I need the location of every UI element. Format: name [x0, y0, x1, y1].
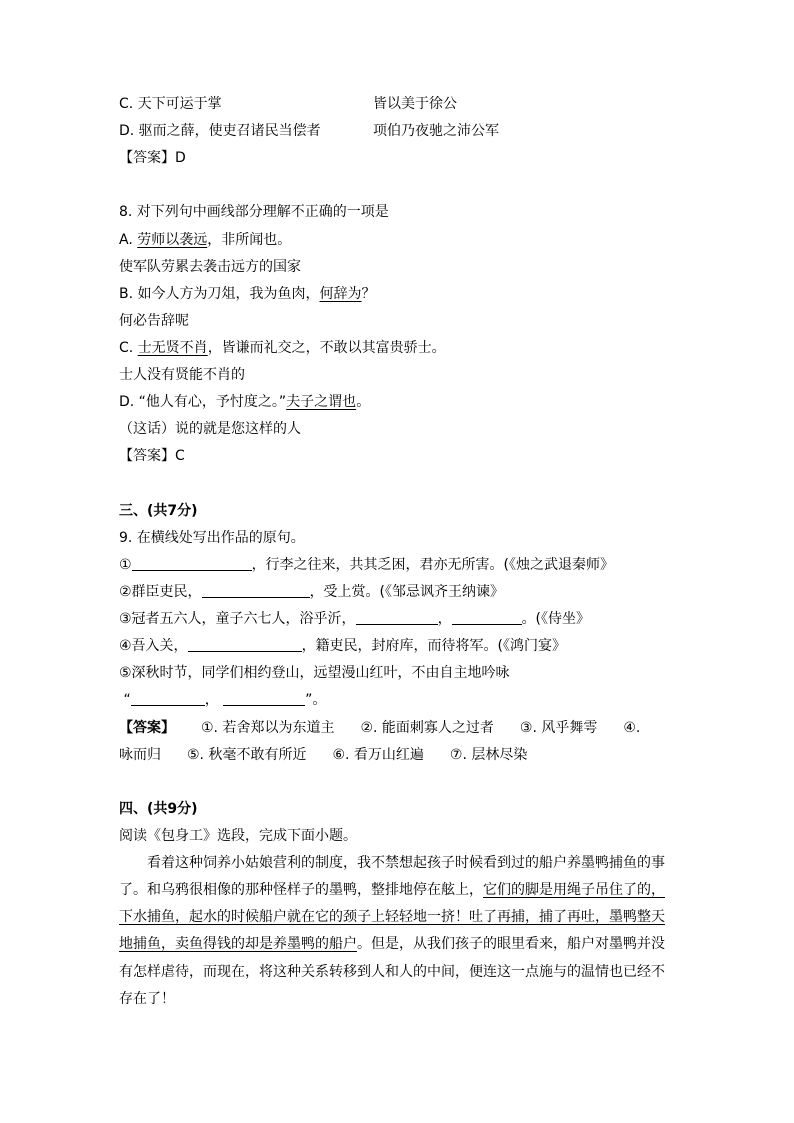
- fill-blank[interactable]: [132, 554, 252, 571]
- q8-option-a: A. 劳师以袭远，非所闻也。: [119, 231, 292, 248]
- fill-item-5-quote: “ ， ”。: [119, 687, 679, 714]
- underlined-phrase: 士无贤不肖: [137, 339, 208, 356]
- passage-line: 了。和乌鸦很相像的那种怪样子的墨鸭，整排地停在舷上，它们的脚是用绳子吊住了的，: [119, 882, 665, 899]
- fill-blank[interactable]: [131, 689, 205, 706]
- fill-blank[interactable]: [202, 581, 310, 598]
- fill-blank[interactable]: [452, 608, 522, 625]
- option-c-right: 皆以美于徐公: [373, 96, 457, 112]
- fill-blank[interactable]: [188, 635, 302, 652]
- answer-9-line-2: 咏而归 ⑤. 秋毫不敢有所近 ⑥. 看万山红遍 ⑦. 层林尽染: [119, 746, 528, 763]
- q8-explanation-b: 何必告辞呢: [119, 312, 189, 329]
- underlined-phrase: 夫子之谓也: [286, 394, 357, 411]
- fill-item-5: ⑤深秋时节，同学们相约登山，远望漫山红叶，不由自主地吟咏: [119, 665, 510, 682]
- section-3-title: 三、(共7分): [119, 502, 198, 519]
- question-8-stem: 8. 对下列句中画线部分理解不正确的一项是: [119, 204, 389, 221]
- question-9-stem: 9. 在横线处写出作品的原句。: [119, 529, 305, 546]
- document-page: [119, 91, 679, 1013]
- passage-line: 下水捕鱼，起水的时候船户就在它的颈子上轻轻地一挤！吐了再捕，捕了再吐，墨鸭整天: [119, 909, 665, 926]
- passage-line: 看着这种饲养小姑娘营利的制度，我不禁想起孩子时候看到过的船户养墨鸭捕鱼的事: [147, 855, 665, 872]
- q8-option-b: B. 如今人方为刀俎，我为鱼肉，何辞为？: [119, 285, 376, 302]
- passage-line: 有怎样虐待，而现在，将这种关系转移到人和人的中间，便连这一点施与的温情也已经不: [119, 963, 665, 980]
- option-c-left: C. 天下可运于掌: [119, 96, 222, 112]
- reading-passage: [119, 850, 679, 1013]
- fill-item-2: ②群臣吏民， ，受上赏。(《邹忌讽齐王纳谏》: [119, 579, 679, 606]
- q8-explanation-d: （这话）说的就是您这样的人: [119, 421, 301, 438]
- underlined-phrase: 何辞为: [319, 285, 362, 302]
- option-d-right: 项伯乃夜驰之沛公军: [373, 123, 499, 140]
- fill-blank[interactable]: [223, 689, 305, 706]
- q8-option-c: C. 士无贤不肖，皆谦而礼交之，不敢以其富贵骄士。: [119, 339, 446, 356]
- fill-blank[interactable]: [356, 608, 438, 625]
- answer-8: 【答案】C: [119, 448, 185, 465]
- passage-line: 存在了！: [119, 990, 175, 1007]
- section-4-title: 四、(共9分): [119, 800, 198, 817]
- underlined-phrase: 劳师以袭远: [137, 231, 208, 248]
- reading-intro: 阅读《包身工》选段，完成下面小题。: [119, 827, 357, 844]
- q8-option-d: D. “他人有心，予忖度之。”夫子之谓也。: [119, 394, 371, 411]
- option-d: [119, 118, 679, 145]
- fill-item-4: ④吾入关， ，籍吏民，封府库，而待将军。(《鸿门宴》: [119, 633, 679, 660]
- answer-9-line-1: 【答案】 ①. 若舍郑以为东道主 ②. 能面刺寡人之过者 ③. 风乎舞雩 ④.: [119, 719, 641, 736]
- option-c: [119, 91, 679, 118]
- fill-item-3: ③冠者五六人，童子六七人，浴乎沂， ， 。(《侍坐》: [119, 606, 679, 633]
- q8-explanation-c: 士人没有贤能不肖的: [119, 367, 245, 384]
- fill-item-1: ① ，行李之往来，共其乏困，君亦无所害。(《烛之武退秦师》: [119, 552, 679, 579]
- q8-explanation-a: 使军队劳累去袭击远方的国家: [119, 258, 301, 275]
- answer-7: 【答案】D: [119, 150, 186, 167]
- passage-line: 地捕鱼，卖鱼得钱的却是养墨鸭的船户。但是，从我们孩子的眼里看来，船户对墨鸭并没: [119, 936, 665, 953]
- option-d-left: D. 驱而之薛，使吏召诸民当偿者: [119, 123, 321, 140]
